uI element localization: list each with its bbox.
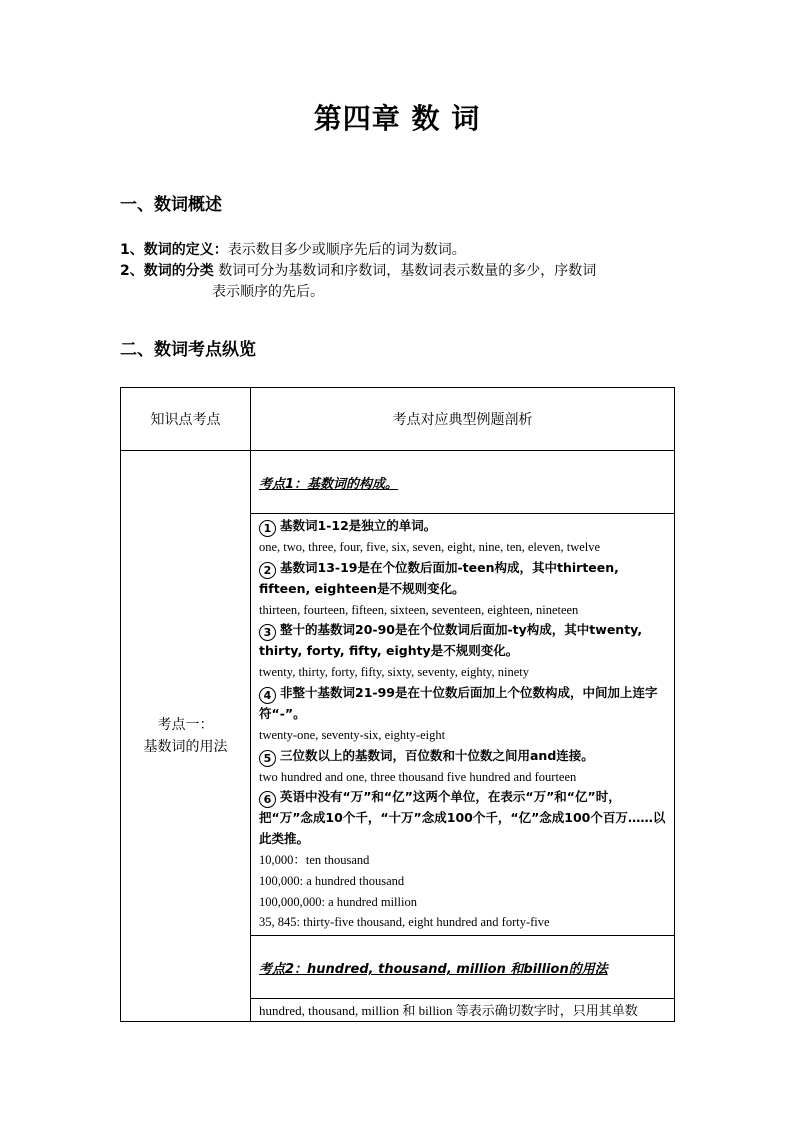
classification-continuation: 表示顺序的先后。	[212, 284, 324, 300]
topic2-cell	[251, 936, 675, 999]
rule-text: 整十的基数词20-90是在个位数词后面加-ty构成，其中twenty, thirty, forty, fifty, eighty是不规则变化。	[259, 622, 643, 659]
points-list	[251, 514, 674, 935]
topics-table	[120, 387, 675, 1022]
kp1-label: 考点一：	[157, 717, 214, 734]
definition-text: 表示数目多少或顺序先后的词为数词。	[227, 242, 466, 258]
example-line: 10,000：ten thousand	[259, 852, 370, 867]
example-line: 35, 845: thirty-five thousand, eight hundred and forty-five	[259, 915, 550, 930]
rule-text: 英语中没有“万”和“亿”这两个单位，在表示“万”和“亿”时，把“万”念成10个千，“十万”念成100个千，“亿”念成100个百万……以此类推。	[259, 789, 666, 847]
circled-number-icon: 1	[259, 520, 276, 537]
circled-number-icon: 3	[259, 624, 276, 641]
topic1-row	[121, 451, 675, 514]
circled-number-icon: 6	[259, 791, 276, 808]
example-line: one, two, three, four, five, six, seven, eight, nine, ten, eleven, twelve	[259, 540, 601, 554]
rule-6	[259, 787, 668, 850]
topic1-title: 考点1：基数词的构成。	[259, 477, 399, 492]
section-heading-overview-table: 二、数词考点纵览	[120, 340, 256, 360]
rule-5	[259, 746, 668, 767]
classification-label: 2、数词的分类	[120, 263, 214, 279]
classification-item	[120, 261, 680, 282]
classification-text: 数词可分为基数词和序数词，基数词表示数量的多少，序数词	[213, 263, 597, 279]
rule-text: 基数词13-19是在个位数后面加-teen构成，其中thirteen, fifteen, eighteen是不规则变化。	[259, 559, 619, 596]
rule-1	[259, 516, 668, 537]
content-cell	[251, 514, 675, 936]
example-line: 100,000: a hundred thousand	[259, 873, 405, 888]
rule-4	[259, 683, 668, 725]
example-line: twenty-one, seventy-six, eighty-eight	[259, 727, 446, 742]
rule-3	[259, 620, 668, 662]
circled-number-icon: 4	[259, 687, 276, 704]
topic1-cell	[251, 451, 675, 514]
section-heading-overview: 一、数词概述	[120, 195, 222, 215]
circled-number-icon: 5	[259, 750, 276, 767]
rule-text: 三位数以上的基数词，百位数和十位数之间用and连接。	[280, 747, 594, 763]
rule-text: 基数词1-12是独立的单词。	[280, 518, 437, 533]
definition-item	[120, 240, 680, 261]
example-line: twenty, thirty, forty, fifty, sixty, seventy, eighty, ninety	[259, 665, 529, 680]
definition-list	[120, 240, 680, 303]
rule-2	[259, 558, 668, 600]
example-line: 100,000,000: a hundred million	[259, 894, 417, 909]
definition-label: 1、数词的定义：	[120, 242, 228, 258]
example-line: thirteen, fourteen, fifteen, sixteen, seventeen, eighteen, nineteen	[259, 602, 579, 617]
table-header-row	[121, 388, 675, 451]
circled-number-icon: 2	[259, 562, 276, 579]
kp1-title: 基数词的用法	[143, 739, 228, 756]
last-cell	[251, 999, 675, 1022]
example-line: two hundred and one, three thousand five hundred and fourteen	[259, 769, 577, 784]
topic2-text: hundred, thousand, million 和 billion 等表示确切数字时，只用其单数	[259, 1003, 638, 1019]
col-header-analysis: 考点对应典型例题剖析	[251, 388, 675, 451]
col-header-knowledge: 知识点考点	[121, 388, 251, 451]
topic2-title: 考点2：hundred, thousand, million 和billion的用法	[259, 962, 608, 978]
kp1-cell	[121, 451, 251, 1022]
page-title: 第四章 数 词	[313, 102, 481, 135]
rule-text: 非整十基数词21-99是在十位数后面加上个位数构成，中间加上连字符“-”。	[259, 684, 658, 721]
